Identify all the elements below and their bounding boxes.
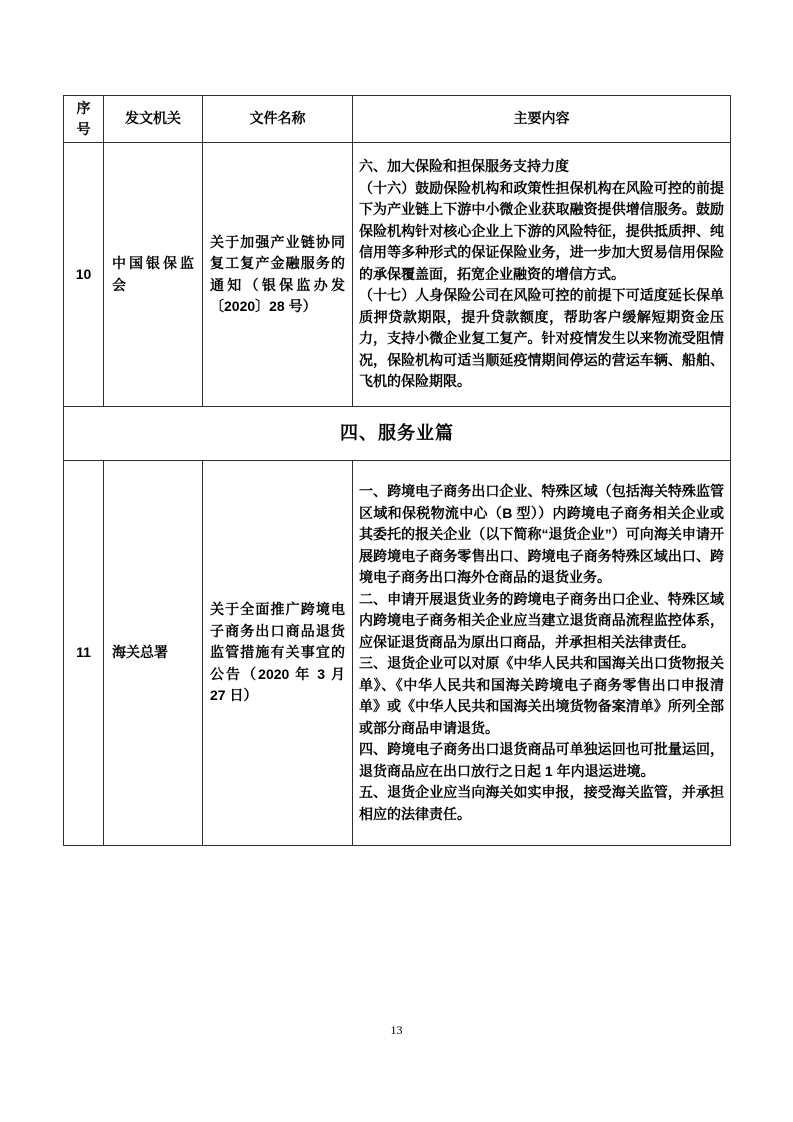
content-paragraph: 四、跨境电子商务出口退货商品可单独运回也可批量运回，退货商品应在出口放行之日起 1 年内退运进境。: [359, 741, 724, 779]
agency-cell-10: 中国银保监会: [104, 143, 203, 407]
content-paragraph: 五、退货企业应当向海关如实申报，接受海关监管，并承担相应的法律责任。: [359, 784, 724, 822]
content-cell-10: [353, 143, 731, 407]
agency-cell-11: 海关总署: [104, 461, 203, 846]
page-number: 13: [390, 1023, 403, 1037]
content-paragraph: 一、跨境电子商务出口企业、特殊区域（包括海关特殊监管区域和保税物流中心（B 型））内跨境电子商务相关企业或其委托的报关企业（以下简称“退货企业”）可向海关申请开展跨境电子商务零售出口、跨境电子商务特殊区域出口、跨境电子商务出口海外仓商品的退货业务。: [359, 483, 724, 585]
header-docname: 文件名称: [203, 96, 353, 143]
content-paragraph: 六、加大保险和担保服务支持力度: [359, 158, 569, 175]
seq-cell-10: 10: [64, 143, 104, 407]
section-title: 四、服务业篇: [64, 407, 731, 461]
table-row-10: [64, 143, 731, 407]
content-paragraph: 三、退货企业可以对原《中华人民共和国海关出口货物报关单》、《中华人民共和国海关跨境电子商务零售出口申报清单》或《中华人民共和国海关出境货物备案清单》所列全部或部分商品申请退货。: [359, 655, 724, 736]
table-row-11: [64, 461, 731, 846]
seq-cell-11: 11: [64, 461, 104, 846]
policy-table: [63, 95, 731, 846]
section-header-row: [64, 407, 731, 461]
content-cell-11: [353, 461, 731, 846]
header-content: 主要内容: [353, 96, 731, 143]
content-paragraph: 二、申请开展退货业务的跨境电子商务出口企业、特殊区域内跨境电子商务相关企业应当建立退货商品流程监控体系，应保证退货商品为原出口商品，并承担相关法律责任。: [359, 590, 724, 650]
header-agency: 发文机关: [104, 96, 203, 143]
table-header-row: [64, 96, 731, 143]
header-seq: 序号: [64, 96, 104, 143]
docname-cell-10: 关于加强产业链协同复工复产金融服务的通知（银保监办发〔2020〕28 号）: [203, 143, 353, 407]
content-paragraph: （十七）人身保险公司在风险可控的前提下可适度延长保单质押贷款期限，提升贷款额度，帮助客户缓解短期资金压力，支持小微企业复工复产。针对疫情发生以来物流受阻情况，保险机构可适当顺延疫情期间停运的营运车辆、船舶、飞机的保险期限。: [359, 287, 724, 390]
content-paragraph: （十六）鼓励保险机构和政策性担保机构在风险可控的前提下为产业链上下游中小微企业获取融资提供增信服务。鼓励保险机构针对核心企业上下游的风险特征，提供抵质押、纯信用等多种形式的保证保险业务，进一步加大贸易信用保险的承保覆盖面，拓宽企业融资的增信方式。: [359, 179, 724, 282]
docname-cell-11: 关于全面推广跨境电子商务出口商品退货监管措施有关事宜的公告（2020 年 3 月 27 日）: [203, 461, 353, 846]
